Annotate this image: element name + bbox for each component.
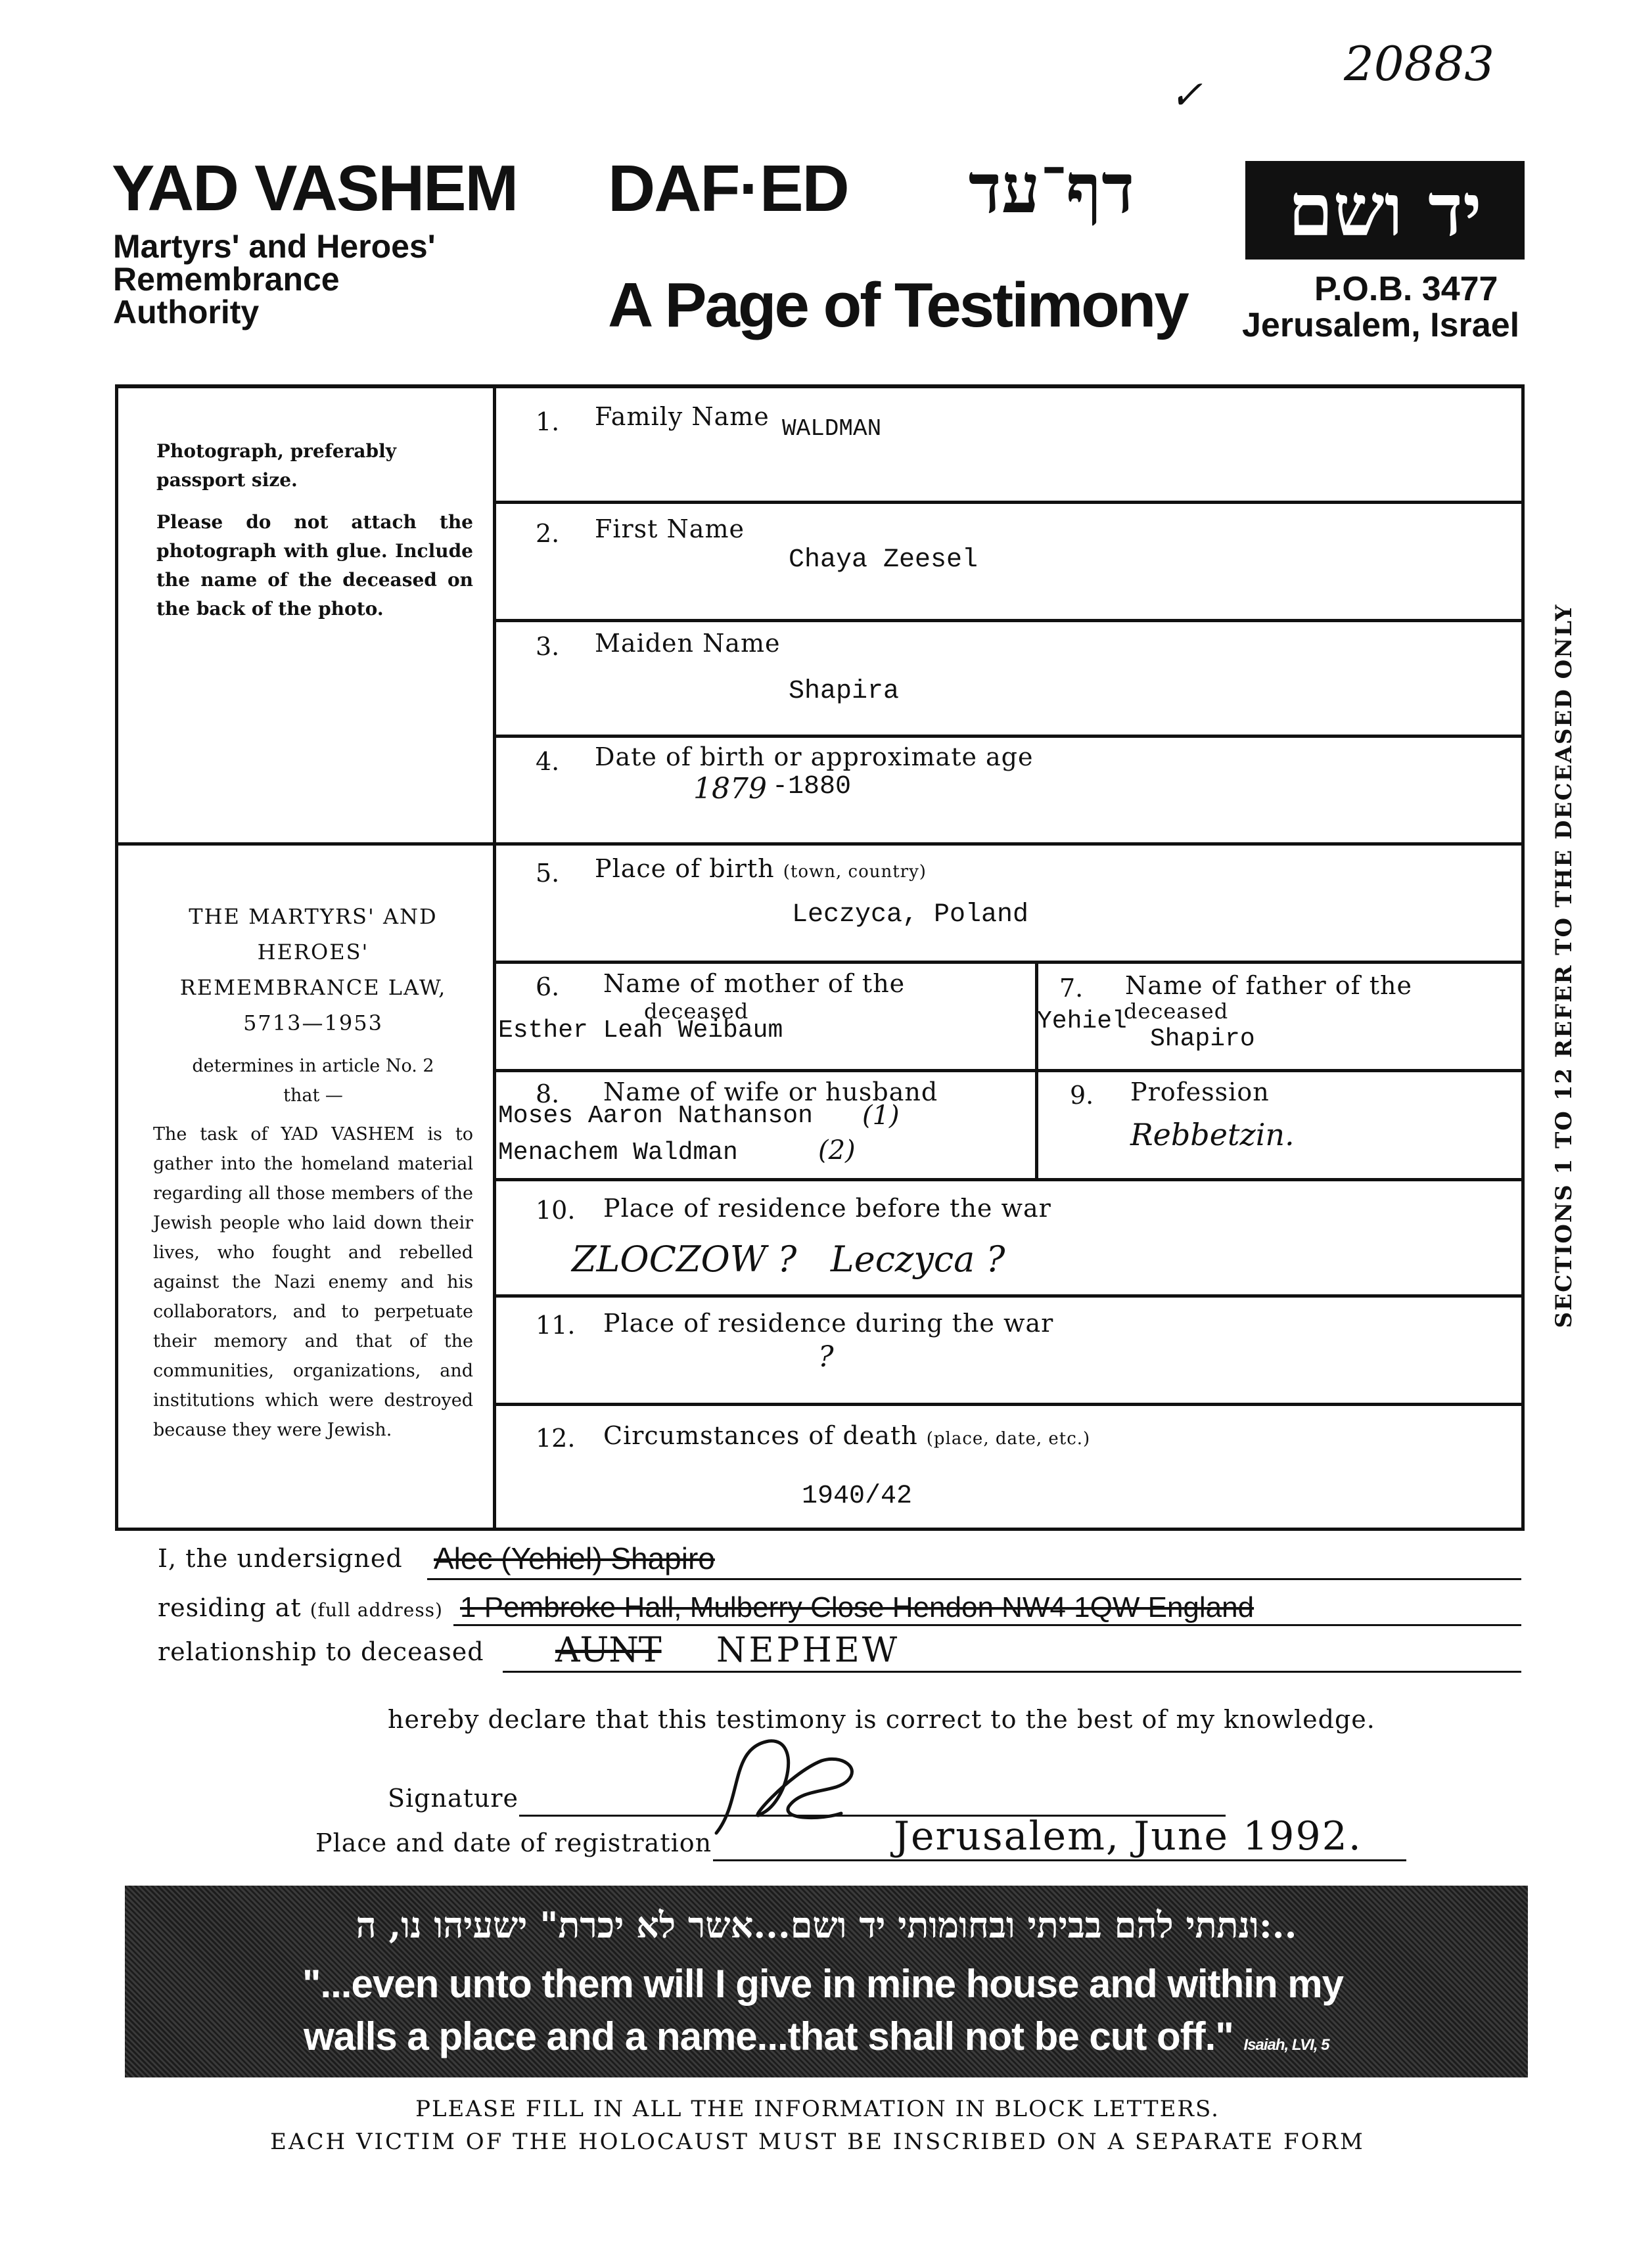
field-8-value-1[interactable]: Moses Aaron Nathanson bbox=[498, 1102, 813, 1130]
photo-instruction-size: Photograph, preferably passport size. bbox=[156, 440, 396, 491]
residing-underline bbox=[453, 1624, 1521, 1626]
relationship-value[interactable]: NEPHEW bbox=[716, 1631, 900, 1670]
signature-mark[interactable] bbox=[690, 1721, 874, 1846]
field-4-value-handwritten[interactable]: 1879 bbox=[693, 772, 767, 805]
field-4-label: Date of birth or approximate age bbox=[595, 742, 1034, 771]
field-5-number: 5. bbox=[536, 859, 560, 888]
field-8-label: Name of wife or husband bbox=[603, 1077, 938, 1106]
law-text bbox=[153, 899, 473, 1445]
field-7-value-first[interactable]: Yehiel bbox=[1037, 1007, 1127, 1035]
banner-citation: Isaiah, LVI, 5 bbox=[1243, 2036, 1329, 2054]
field-10-value[interactable]: ZLOCZOW ? Leczyca ? bbox=[572, 1238, 1005, 1280]
field-2-number: 2. bbox=[536, 519, 560, 548]
row-divider bbox=[493, 961, 1525, 964]
frame-bottom bbox=[115, 1528, 1525, 1531]
law-body: The task of YAD VASHEM is to gather into the homeland material regarding all those members of the Jewish people who laid down their lives, who fought and rebelled against the Nazi enemy and his collaborators, and to perpetuate their memory and that of the communities, organizations, and institutions which were destroyed because they were Jewish. bbox=[153, 1124, 473, 1440]
field-10-number: 10. bbox=[536, 1196, 576, 1225]
field-12-label-note: (place, date, etc.) bbox=[926, 1429, 1091, 1449]
residing-label-note: (full address) bbox=[310, 1599, 443, 1621]
field-5-label-text: Place of birth bbox=[595, 854, 775, 883]
field-12-number: 12. bbox=[536, 1424, 576, 1453]
declare-text: hereby declare that this testimony is correct to the best of my knowledge. bbox=[388, 1705, 1375, 1734]
org-subtitle bbox=[113, 230, 436, 329]
field-8-number: 8. bbox=[536, 1079, 560, 1108]
field-11-label: Place of residence during the war bbox=[603, 1309, 1054, 1338]
city: Jerusalem, Israel bbox=[1242, 306, 1520, 344]
banner-english-2-text: walls a place and a name...that shall not be cut off." bbox=[304, 2014, 1233, 2058]
banner-english-2 bbox=[304, 2014, 1329, 2059]
row-divider bbox=[493, 1178, 1525, 1181]
undersigned-label: I, the undersigned bbox=[158, 1544, 403, 1573]
registration-label: Place and date of registration bbox=[315, 1828, 712, 1857]
frame-right bbox=[1521, 384, 1525, 1531]
field-12-label bbox=[603, 1421, 1090, 1450]
field-7-label: Name of father of the bbox=[1125, 971, 1412, 1000]
column-divider bbox=[1035, 961, 1038, 1181]
residing-label-text: residing at bbox=[158, 1593, 302, 1622]
field-9-label: Profession bbox=[1130, 1077, 1270, 1106]
relationship-underline bbox=[503, 1671, 1521, 1673]
hebrew-title: דף־עד bbox=[968, 148, 1135, 229]
field-7-value-last[interactable]: Shapiro bbox=[1150, 1025, 1255, 1053]
row-divider bbox=[493, 842, 1525, 846]
field-2-label: First Name bbox=[595, 514, 745, 543]
relationship-struck-value: AUNT bbox=[555, 1631, 662, 1670]
law-heading: THE MARTYRS' AND HEROES' REMEMBRANCE LAW, 5713—1953 bbox=[179, 904, 447, 1035]
relationship-label: relationship to deceased bbox=[158, 1637, 484, 1666]
banner-hebrew: ..:ונתתי להם בביתי ובחומותי יד ושם...אשר לא יכרת" ישעיהו נו, ה bbox=[356, 1904, 1297, 1946]
row-divider bbox=[493, 1294, 1525, 1298]
field-6-number: 6. bbox=[536, 972, 560, 1001]
field-1-label: Family Name bbox=[595, 402, 770, 431]
field-4-number: 4. bbox=[536, 747, 560, 776]
banner-english-1: "...even unto them will I give in mine house and within my bbox=[302, 1962, 1344, 2006]
logo-text: יד ושם bbox=[1288, 168, 1482, 252]
photo-instructions bbox=[156, 437, 473, 624]
checkmark: ✓ bbox=[1170, 72, 1203, 118]
field-4-value[interactable]: -1880 bbox=[772, 772, 852, 802]
sections-side-note: SECTIONS 1 TO 12 REFER TO THE DECEASED ONLY bbox=[1551, 603, 1577, 1328]
row-divider bbox=[493, 501, 1525, 504]
field-9-value[interactable]: Rebbetzin. bbox=[1130, 1117, 1295, 1152]
field-5-value[interactable]: Leczyca, Poland bbox=[792, 900, 1029, 930]
field-12-label-text: Circumstances of death bbox=[603, 1421, 918, 1450]
org-subtitle-line: Authority bbox=[113, 294, 260, 330]
signature-stroke bbox=[716, 1741, 852, 1833]
frame-middle bbox=[493, 384, 496, 1531]
field-3-value[interactable]: Shapira bbox=[789, 677, 900, 706]
field-5-label-note: (town, country) bbox=[783, 862, 927, 882]
field-7-number: 7. bbox=[1059, 974, 1084, 1003]
field-5-label bbox=[595, 854, 927, 883]
field-6-value[interactable]: Esther Leah Weibaum bbox=[498, 1016, 783, 1045]
field-8-mark-1: (1) bbox=[862, 1100, 900, 1131]
field-12-value[interactable]: 1940/42 bbox=[802, 1482, 913, 1511]
row-divider bbox=[493, 1403, 1525, 1406]
field-6-label-2: deceased bbox=[644, 999, 749, 1024]
row-divider bbox=[493, 1069, 1525, 1072]
residing-value[interactable]: 1 Pembroke Hall, Mulberry Close Hendon NW4 1QW England bbox=[460, 1591, 1255, 1623]
field-8-mark-2: (2) bbox=[818, 1135, 856, 1166]
org-title: YAD VASHEM bbox=[112, 152, 518, 224]
yad-vashem-logo bbox=[1245, 161, 1525, 260]
field-9-number: 9. bbox=[1070, 1081, 1094, 1110]
frame-left bbox=[115, 384, 118, 1531]
row-divider bbox=[493, 735, 1525, 738]
field-1-value[interactable]: WALDMAN bbox=[782, 415, 882, 442]
field-10-label: Place of residence before the war bbox=[603, 1194, 1051, 1223]
row-divider bbox=[493, 619, 1525, 622]
registration-value[interactable]: Jerusalem, June 1992. bbox=[894, 1813, 1362, 1859]
field-11-value[interactable]: ? bbox=[818, 1340, 834, 1374]
reference-number: 20883 bbox=[1344, 36, 1495, 91]
daf-ed-title: DAF·ED bbox=[608, 152, 848, 225]
signature-label: Signature bbox=[388, 1784, 519, 1813]
frame-left-divider bbox=[115, 842, 496, 846]
law-intro: determines in article No. 2 that — bbox=[192, 1056, 434, 1106]
page-title: A Page of Testimony bbox=[608, 270, 1187, 340]
org-subtitle-line: Remembrance bbox=[113, 261, 340, 298]
frame-top bbox=[115, 384, 1525, 388]
undersigned-value[interactable]: Alec (Yehiel) Shapiro bbox=[434, 1541, 715, 1576]
footer-line-2: EACH VICTIM OF THE HOLOCAUST MUST BE INSCRIBED ON A SEPARATE FORM bbox=[270, 2129, 1365, 2155]
photo-instruction-glue: Please do not attach the photograph with glue. Include the name of the deceased on the back of the photo. bbox=[156, 511, 473, 620]
field-3-number: 3. bbox=[536, 632, 560, 661]
undersigned-underline bbox=[427, 1578, 1521, 1580]
field-2-value[interactable]: Chaya Zeesel bbox=[789, 545, 979, 575]
quote-banner bbox=[125, 1886, 1528, 2077]
pob: P.O.B. 3477 bbox=[1314, 270, 1498, 308]
residing-label bbox=[158, 1593, 443, 1622]
field-11-number: 11. bbox=[536, 1311, 576, 1340]
field-6-label: Name of mother of the bbox=[603, 969, 906, 998]
footer-line-1: PLEASE FILL IN ALL THE INFORMATION IN BLOCK LETTERS. bbox=[415, 2096, 1220, 2122]
field-3-label: Maiden Name bbox=[595, 629, 781, 658]
field-8-value-2[interactable]: Menachem Waldman bbox=[498, 1139, 738, 1167]
registration-underline bbox=[713, 1859, 1406, 1861]
org-subtitle-line: Martyrs' and Heroes' bbox=[113, 228, 436, 265]
field-7-label-2: deceased bbox=[1124, 999, 1229, 1024]
field-1-number: 1. bbox=[536, 407, 560, 436]
